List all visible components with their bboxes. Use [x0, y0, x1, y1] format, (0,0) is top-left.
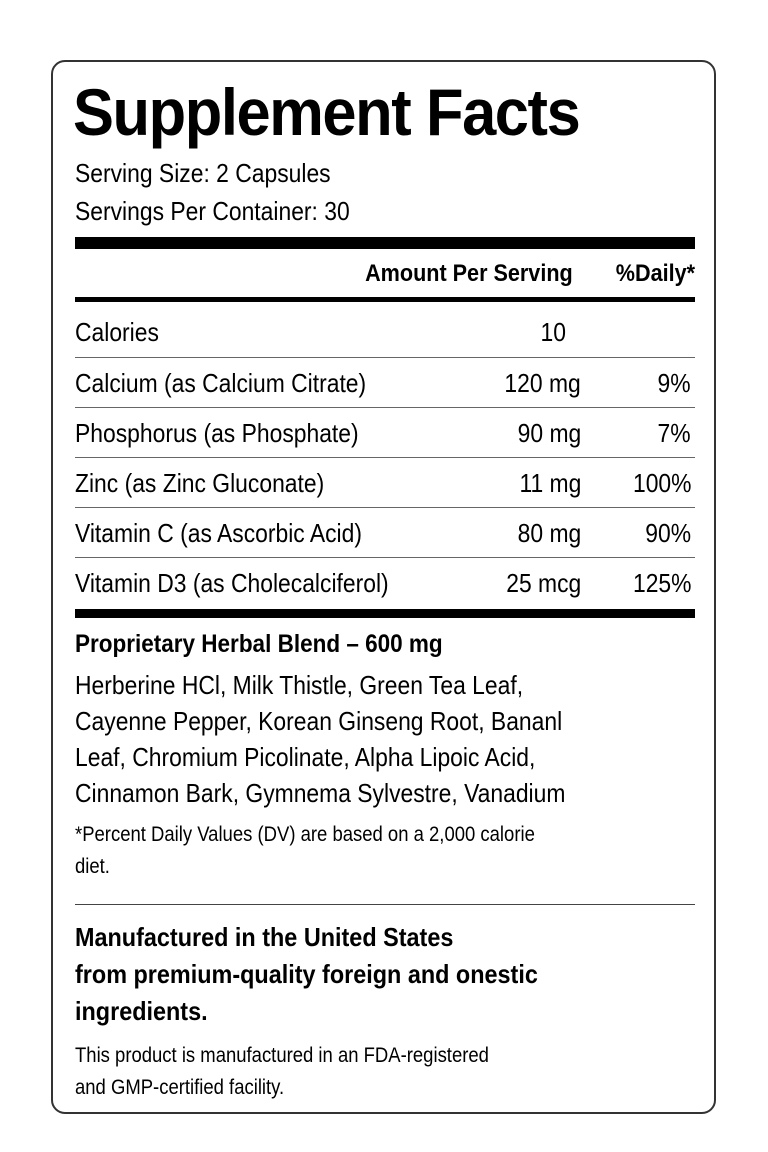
thick-divider-top	[75, 237, 695, 249]
table-row-calories	[75, 307, 695, 357]
nutrient-daily-value: 125%	[632, 568, 691, 598]
daily-value-footnote: *Percent Daily Values (DV) are based on a 2,000 calorie	[75, 823, 535, 846]
table-row	[75, 358, 695, 408]
manufacturing-detail: This product is manufactured in an FDA-registered	[75, 1044, 489, 1067]
nutrient-amount: 80 mg	[517, 518, 581, 548]
blend-ingredients-line: Herberine HCl, Milk Thistle, Green Tea Leaf,	[75, 670, 524, 700]
nutrient-daily-value: 100%	[632, 468, 691, 498]
table-row	[75, 508, 695, 558]
medium-divider	[75, 297, 695, 302]
serving-size: Serving Size: 2 Capsules	[75, 158, 331, 188]
nutrient-daily-value: 7%	[657, 418, 691, 448]
nutrient-amount: 90 mg	[517, 418, 581, 448]
daily-value-header: %Daily*	[615, 260, 695, 287]
nutrient-amount: 120 mg	[504, 368, 581, 398]
nutrient-amount: 11 mg	[519, 468, 581, 498]
label-title: Supplement Facts	[73, 75, 580, 149]
amount-per-serving-header: Amount Per Serving	[365, 260, 573, 287]
manufacturing-detail: and GMP-certified facility.	[75, 1076, 285, 1099]
table-header	[75, 252, 695, 296]
servings-per-container: Servings Per Container: 30	[75, 196, 350, 226]
nutrient-amount: 25 mcg	[505, 568, 581, 598]
nutrient-daily-value: 90%	[645, 518, 691, 548]
table-row	[75, 558, 695, 608]
proprietary-blend-title: Proprietary Herbal Blend – 600 mg	[75, 630, 443, 658]
manufacturing-headline: from premium-quality foreign and onestic	[75, 959, 538, 989]
nutrient-name: Vitamin C (as Ascorbic Acid)	[75, 518, 362, 548]
nutrient-name: Phosphorus (as Phosphate)	[75, 418, 359, 448]
nutrient-name: Zinc (as Zinc Gluconate)	[75, 468, 325, 498]
nutrient-name: Vitamin D3 (as Cholecalciferol)	[75, 568, 389, 598]
blend-ingredients-line: Cayenne Pepper, Korean Ginseng Root, Bananl	[75, 706, 563, 736]
manufacturing-headline: ingredients.	[75, 996, 208, 1026]
manufacturing-headline: Manufactured in the United States	[75, 922, 454, 952]
nutrient-amount: 10	[540, 317, 566, 347]
section-divider	[75, 904, 695, 905]
nutrient-name: Calories	[75, 317, 159, 347]
table-row	[75, 458, 695, 508]
daily-value-footnote: diet.	[75, 855, 110, 878]
blend-ingredients-line: Leaf, Chromium Picolinate, Alpha Lipoic Acid,	[75, 742, 536, 772]
blend-ingredients-line: Cinnamon Bark, Gymnema Sylvestre, Vanadium	[75, 778, 566, 808]
nutrient-daily-value: 9%	[657, 368, 691, 398]
table-row	[75, 408, 695, 458]
nutrient-name: Calcium (as Calcium Citrate)	[75, 368, 367, 398]
thick-divider-bottom	[75, 609, 695, 618]
